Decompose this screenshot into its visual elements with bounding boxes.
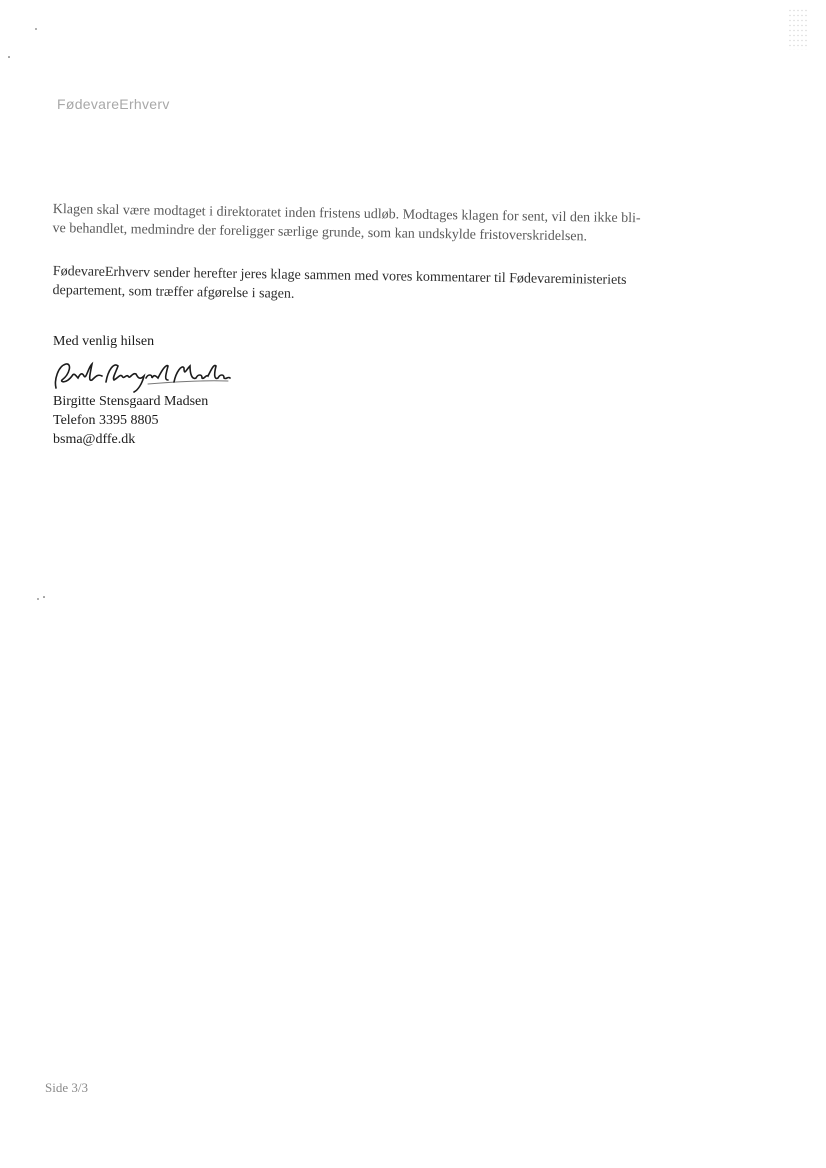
paragraph-complaint-deadline xyxy=(52,200,693,248)
paragraph-line: FødevareErhverv sender herefter jeres klage sammen med vores kommentarer til Fødevareministeriets xyxy=(52,263,627,289)
scan-speck xyxy=(8,56,10,58)
paragraph-line: departement, som træffer afgørelse i sagen. xyxy=(52,282,295,302)
page-number: Side 3/3 xyxy=(45,1080,88,1095)
scan-speck xyxy=(37,598,39,600)
paragraph-forwarding xyxy=(52,262,693,310)
sender-phone: Telefon 3395 8805 xyxy=(53,413,159,428)
sender-email: bsma@dffe.dk xyxy=(53,432,136,447)
paragraph-line: ve behandlet, medmindre der foreligger særlige grunde, som kan undskylde fristoverskridelsen. xyxy=(52,220,588,245)
sender-name: Birgitte Stensgaard Madsen xyxy=(53,394,209,409)
handwritten-signature xyxy=(52,358,232,394)
header-logo: FødevareErhverv xyxy=(57,96,170,112)
sender-contact-block xyxy=(53,392,208,449)
scan-noise xyxy=(788,8,808,50)
scan-speck xyxy=(43,596,45,598)
paragraph-line: Klagen skal være modtaget i direktoratet inden fristens udløb. Modtages klagen for sent, vil den ikke bli- xyxy=(52,201,641,227)
closing-greeting: Med venlig hilsen xyxy=(53,334,155,349)
scan-speck xyxy=(35,28,37,30)
